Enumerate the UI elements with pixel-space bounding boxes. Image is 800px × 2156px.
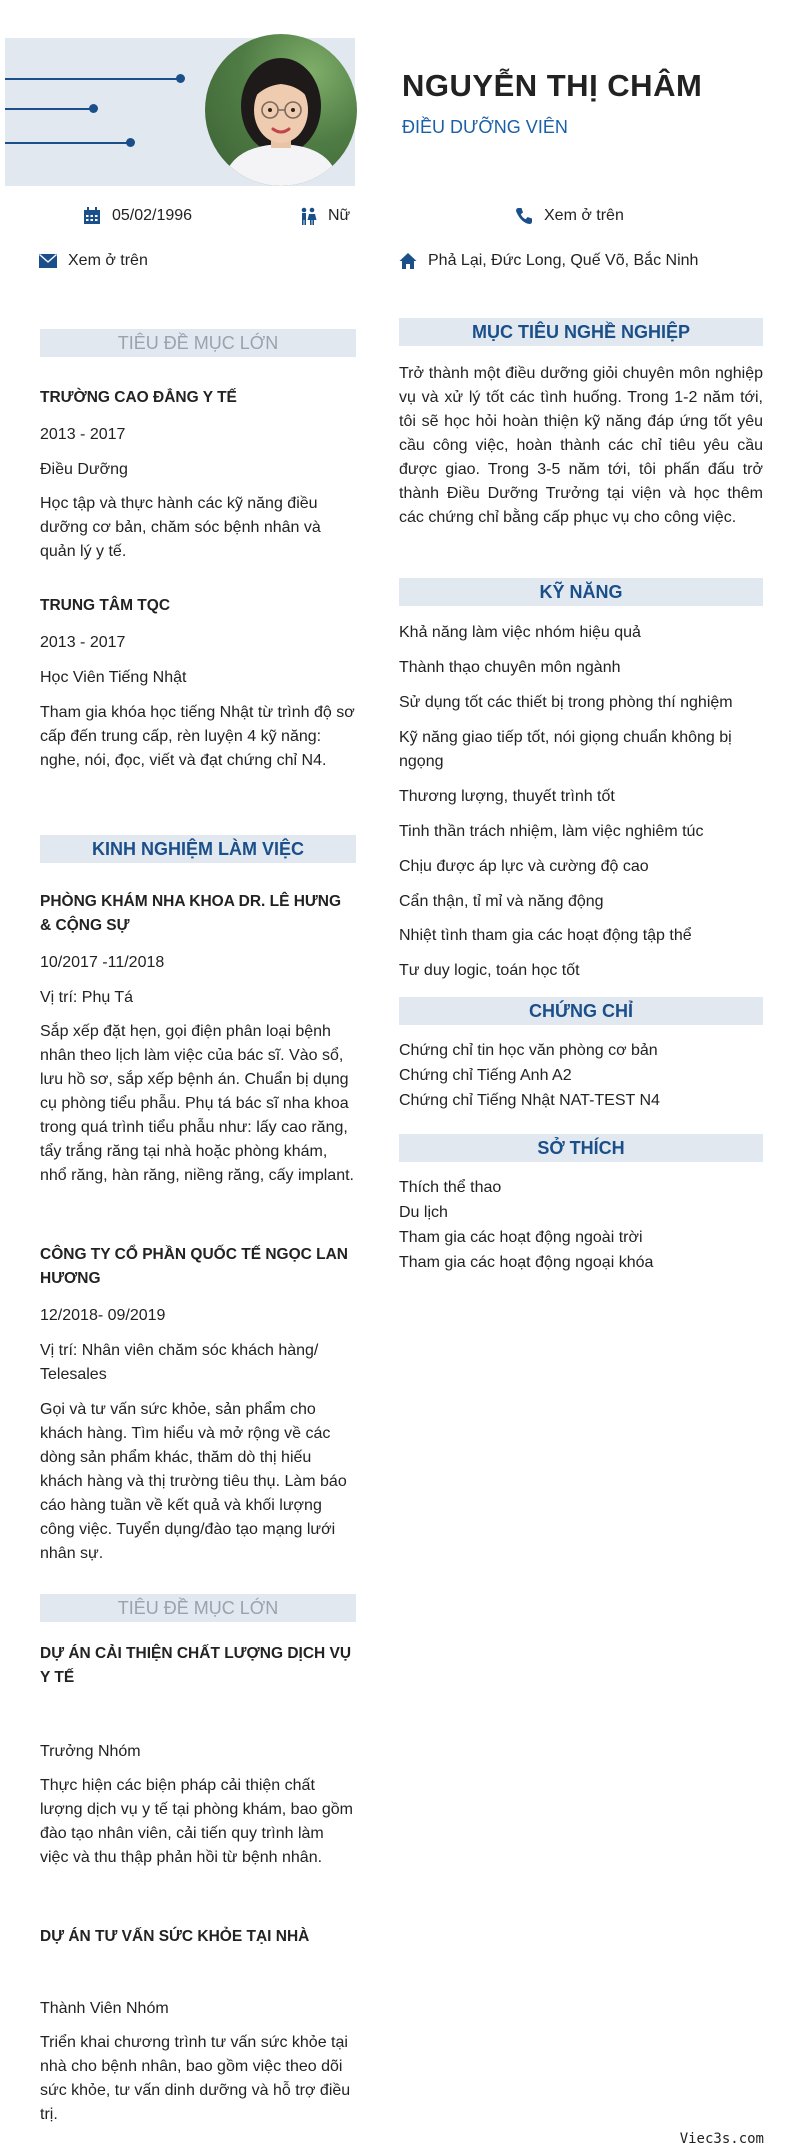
gender-icon: [298, 206, 318, 226]
experience-period-2: 12/2018- 09/2019: [40, 1307, 166, 1324]
project-name-2: DỰ ÁN TƯ VẤN SỨC KHỎE TẠI NHÀ: [40, 1928, 310, 1945]
decor-line-1: [5, 78, 180, 80]
skill-item: Nhiệt tình tham gia các hoạt động tập thể: [399, 927, 692, 944]
avatar: [205, 34, 357, 186]
education-school-2: TRUNG TÂM TQC: [40, 597, 171, 614]
education-desc-1: Học tập và thực hành các kỹ năng điều dưỡng cơ bản, chăm sóc bệnh nhân và quản lý y tế.: [40, 495, 321, 560]
project-desc-2: Triển khai chương trình tư vấn sức khỏe tại nhà cho bệnh nhân, bao gồm việc theo dõi sức khỏe, tư vấn dinh dưỡng và hỗ trợ điều trị.: [40, 2034, 351, 2123]
job-title: ĐIỀU DƯỠNG VIÊN: [402, 117, 568, 137]
certificate-item: Chứng chỉ Tiếng Nhật NAT-TEST N4: [399, 1092, 660, 1109]
project-name-1: DỰ ÁN CẢI THIỆN CHẤT LƯỢNG DỊCH VỤ Y TẾ: [40, 1645, 352, 1686]
experience-desc-2: Gọi và tư vấn sức khỏe, sản phẩm cho khách hàng. Tìm hiểu và mở rộng về các dòng sản phẩm khác, thăm dò thị hiếu khách hàng và thị trường tiêu thụ. Làm báo cáo hàng tuần về kết quả và khối lượng công việc. Tuyển dụng/đào tạo mạng lưới nhân sự.: [40, 1401, 347, 1562]
calendar-icon: [82, 206, 102, 226]
address-value: Phả Lại, Đức Long, Quế Võ, Bắc Ninh: [428, 252, 699, 269]
certificate-item: Chứng chỉ Tiếng Anh A2: [399, 1067, 572, 1084]
education-period-1: 2013 - 2017: [40, 426, 126, 443]
watermark: Viec3s.com: [679, 2131, 764, 2147]
skill-item: Kỹ năng giao tiếp tốt, nói giọng chuẩn không bị ngọng: [399, 729, 732, 770]
gender-value: Nữ: [328, 207, 351, 224]
skill-item: Sử dụng tốt các thiết bị trong phòng thí nghiệm: [399, 694, 733, 711]
decor-dot-2: [89, 104, 98, 113]
avatar-portrait: [205, 34, 357, 186]
certificate-item: Chứng chỉ tin học văn phòng cơ bản: [399, 1042, 658, 1059]
candidate-name: NGUYỄN THỊ CHÂM: [402, 68, 703, 103]
contact-email: [38, 251, 148, 271]
experience-period-1: 10/2017 -11/2018: [40, 954, 165, 971]
experience-desc-1: Sắp xếp đặt hẹn, gọi điện phân loại bệnh nhân theo lịch làm việc của bác sĩ. Vào sổ, lưu hồ sơ, sắp xếp bệnh án. Chuẩn bị dụng cụ phòng tiểu phẫu. Phụ tá bác sĩ nha khoa trong quá trình tiểu phẫu như: lấy cao răng, tẩy trắng răng tại nhà hoặc phòng khám, nhổ răng, hàn răng, niềng răng, cấy implant.: [40, 1023, 354, 1184]
phone-value: Xem ở trên: [544, 207, 624, 224]
birthday-value: 05/02/1996: [112, 207, 193, 224]
education-major-1: Điều Dưỡng: [40, 461, 128, 478]
education-section-title: TIÊU ĐỀ MỤC LỚN: [40, 329, 356, 357]
projects-section-title: TIÊU ĐỀ MỤC LỚN: [40, 1594, 356, 1622]
decor-line-3: [5, 142, 130, 144]
contact-birthday: [82, 206, 192, 226]
hobbies-section-title: SỞ THÍCH: [399, 1134, 763, 1162]
skill-item: Cẩn thận, tỉ mỉ và năng động: [399, 893, 604, 910]
education-period-2: 2013 - 2017: [40, 634, 126, 651]
project-role-1: Trưởng Nhóm: [40, 1743, 141, 1760]
experience-company-1: PHÒNG KHÁM NHA KHOA DR. LÊ HƯNG & CỘNG SỰ: [40, 893, 342, 934]
experience-company-2: CÔNG TY CỔ PHẦN QUỐC TẾ NGỌC LAN HƯƠNG: [40, 1246, 349, 1287]
phone-icon: [514, 206, 534, 226]
project-desc-1: Thực hiện các biện pháp cải thiện chất lượng dịch vụ y tế tại phòng khám, bao gồm đào tạo nhân viên, cải tiến quy trình làm việc và thu thập phản hồi từ bệnh nhân.: [40, 1777, 353, 1866]
skills-section-title: KỸ NĂNG: [399, 578, 763, 606]
certificates-section-title: CHỨNG CHỈ: [399, 997, 763, 1025]
skill-item: Thành thạo chuyên môn ngành: [399, 659, 621, 676]
education-major-2: Học Viên Tiếng Nhật: [40, 669, 187, 686]
skill-item: Tư duy logic, toán học tốt: [399, 962, 580, 979]
hobby-item: Tham gia các hoạt động ngoại khóa: [399, 1254, 654, 1271]
experience-position-2: Vị trí: Nhân viên chăm sóc khách hàng/ Telesales: [40, 1342, 319, 1383]
project-role-2: Thành Viên Nhóm: [40, 2000, 169, 2017]
contact-phone: [514, 206, 624, 226]
hobby-item: Du lịch: [399, 1204, 448, 1221]
education-desc-2: Tham gia khóa học tiếng Nhật từ trình độ sơ cấp đến trung cấp, rèn luyện 4 kỹ năng: nghe, nói, đọc, viết và đạt chứng chỉ N4.: [40, 704, 355, 769]
objective-text: Trở thành một điều dưỡng giỏi chuyên môn nghiệp vụ và xử lý tốt các tình huống. Trong 1-2 năm tới, tôi sẽ học hỏi hoàn thiện kỹ năng đáp ứng tốt yêu cầu công việc, hoàn thành các chỉ tiêu yêu cầu được giao. Trong 3-5 năm tới, tôi phấn đấu trở thành Điều Dưỡng Trưởng tại viện và học thêm các chứng chỉ bằng cấp phục vụ cho công việc.: [399, 365, 763, 526]
skill-item: Tinh thần trách nhiệm, làm việc nghiêm túc: [399, 823, 704, 840]
email-icon: [38, 251, 58, 271]
hobby-item: Tham gia các hoạt động ngoài trời: [399, 1229, 643, 1246]
skill-item: Chịu được áp lực và cường độ cao: [399, 858, 649, 875]
contact-gender: [298, 206, 350, 226]
objective-section-title: MỤC TIÊU NGHỀ NGHIỆP: [399, 318, 763, 346]
decor-line-2: [5, 108, 93, 110]
experience-section-title: KINH NGHIỆM LÀM VIỆC: [40, 835, 356, 863]
home-icon: [398, 251, 418, 271]
decor-dot-1: [176, 74, 185, 83]
education-school-1: TRƯỜNG CAO ĐẲNG Y TẾ: [40, 389, 237, 406]
experience-position-1: Vị trí: Phụ Tá: [40, 989, 134, 1006]
hobby-item: Thích thể thao: [399, 1179, 502, 1196]
decor-dot-3: [126, 138, 135, 147]
email-value: Xem ở trên: [68, 252, 148, 269]
skill-item: Thương lượng, thuyết trình tốt: [399, 788, 615, 805]
skill-item: Khả năng làm việc nhóm hiệu quả: [399, 624, 641, 641]
contact-address: [398, 251, 698, 271]
